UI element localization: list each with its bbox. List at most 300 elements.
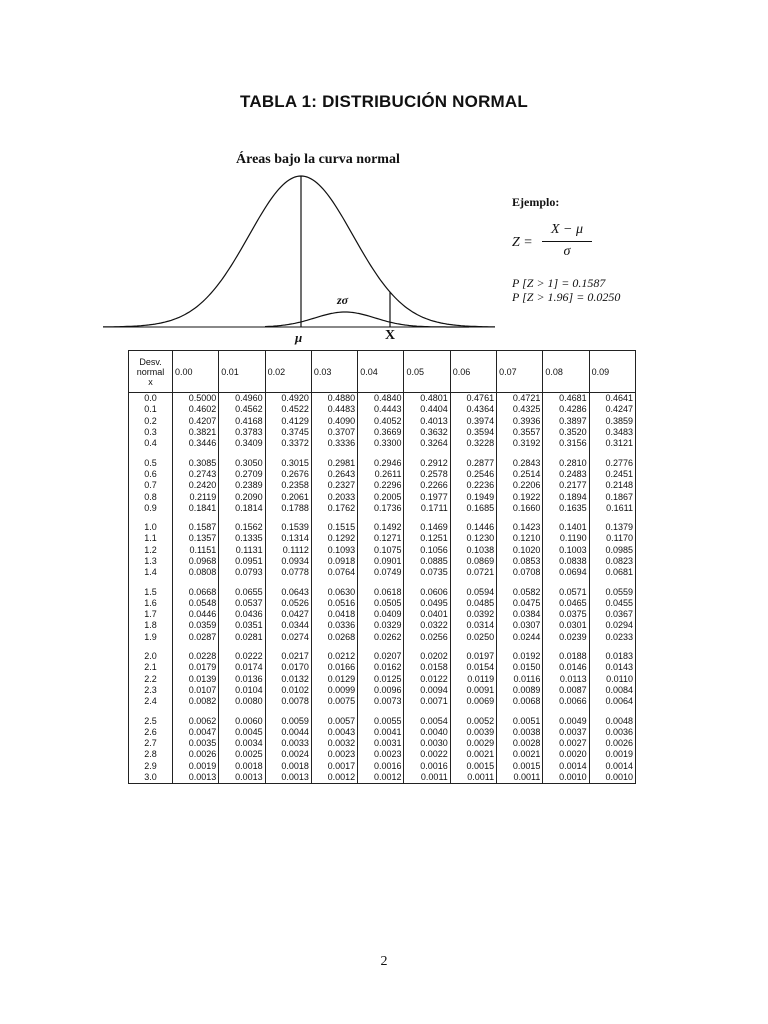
probability-cell: 0.0052 bbox=[450, 715, 496, 726]
probability-cell: 0.2090 bbox=[219, 491, 265, 502]
probability-cell: 0.0559 bbox=[589, 586, 635, 597]
bell-curve bbox=[103, 176, 495, 327]
probability-cell: 0.0094 bbox=[404, 685, 450, 696]
z-value: 2.0 bbox=[129, 651, 173, 662]
probability-cell: 0.2981 bbox=[311, 457, 357, 468]
probability-cell: 0.0571 bbox=[543, 586, 589, 597]
probability-cell: 0.3821 bbox=[173, 427, 219, 438]
z-value: 0.8 bbox=[129, 491, 173, 502]
probability-cell: 0.0582 bbox=[497, 586, 543, 597]
probability-cell: 0.0869 bbox=[450, 556, 496, 567]
probability-cell: 0.4247 bbox=[589, 404, 635, 415]
probability-cell: 0.0027 bbox=[543, 738, 589, 749]
probability-cell: 0.0853 bbox=[497, 556, 543, 567]
probability-cell: 0.0307 bbox=[497, 620, 543, 631]
probability-cell: 0.0301 bbox=[543, 620, 589, 631]
probability-cell: 0.0015 bbox=[450, 761, 496, 772]
probability-cell: 0.0044 bbox=[265, 727, 311, 738]
probability-cell: 0.2546 bbox=[450, 469, 496, 480]
probability-cell: 0.0212 bbox=[311, 651, 357, 662]
x-label: X bbox=[385, 328, 396, 343]
probability-cell: 0.0011 bbox=[404, 772, 450, 784]
probability-cell: 0.2776 bbox=[589, 457, 635, 468]
probability-cell: 0.0012 bbox=[358, 772, 404, 784]
probability-cell: 0.3228 bbox=[450, 438, 496, 449]
probability-cell: 0.2483 bbox=[543, 469, 589, 480]
z-value: 0.0 bbox=[129, 393, 173, 405]
probability-cell: 0.0375 bbox=[543, 609, 589, 620]
probability-cell: 0.4801 bbox=[404, 393, 450, 405]
probability-cell: 0.0885 bbox=[404, 556, 450, 567]
normal-curve-figure bbox=[0, 0, 768, 350]
probability-cell: 0.4681 bbox=[543, 393, 589, 405]
table-row bbox=[129, 662, 636, 673]
probability-cell: 0.3156 bbox=[543, 438, 589, 449]
shaded-area-curve bbox=[265, 312, 469, 327]
z-value: 2.4 bbox=[129, 696, 173, 707]
probability-cell: 0.4052 bbox=[358, 416, 404, 427]
probability-cell: 0.0019 bbox=[173, 761, 219, 772]
probability-cell: 0.0548 bbox=[173, 598, 219, 609]
table-row bbox=[129, 491, 636, 502]
probability-cell: 0.0033 bbox=[265, 738, 311, 749]
probability-cell: 0.4840 bbox=[358, 393, 404, 405]
probability-cell: 0.0418 bbox=[311, 609, 357, 620]
probability-cell: 0.2119 bbox=[173, 491, 219, 502]
probability-cell: 0.0110 bbox=[589, 674, 635, 685]
probability-cell: 0.0036 bbox=[589, 727, 635, 738]
probability-cell: 0.3372 bbox=[265, 438, 311, 449]
probability-cell: 0.0048 bbox=[589, 715, 635, 726]
probability-cell: 0.0107 bbox=[173, 685, 219, 696]
probability-cell: 0.4602 bbox=[173, 404, 219, 415]
probability-cell: 0.1562 bbox=[219, 522, 265, 533]
probability-cell: 0.1251 bbox=[404, 533, 450, 544]
probability-cell: 0.0170 bbox=[265, 662, 311, 673]
probability-cell: 0.1611 bbox=[589, 503, 635, 514]
probability-cell: 0.0045 bbox=[219, 727, 265, 738]
probability-cell: 0.1977 bbox=[404, 491, 450, 502]
probability-cell: 0.0018 bbox=[219, 761, 265, 772]
probability-cell: 0.2266 bbox=[404, 480, 450, 491]
z-value: 1.3 bbox=[129, 556, 173, 567]
probability-cell: 0.0401 bbox=[404, 609, 450, 620]
probability-cell: 0.0314 bbox=[450, 620, 496, 631]
probability-cell: 0.0154 bbox=[450, 662, 496, 673]
probability-cell: 0.2033 bbox=[311, 491, 357, 502]
probability-cell: 0.0020 bbox=[543, 749, 589, 760]
probability-cell: 0.3557 bbox=[497, 427, 543, 438]
page-title: TABLA 1: DISTRIBUCIÓN NORMAL bbox=[240, 92, 528, 111]
probability-cell: 0.0344 bbox=[265, 620, 311, 631]
column-header: 0.00 bbox=[173, 351, 219, 393]
probability-cell: 0.2578 bbox=[404, 469, 450, 480]
probability-cell: 0.4207 bbox=[173, 416, 219, 427]
probability-cell: 0.4960 bbox=[219, 393, 265, 405]
z-value: 0.9 bbox=[129, 503, 173, 514]
probability-cell: 0.0217 bbox=[265, 651, 311, 662]
probability-cell: 0.0630 bbox=[311, 586, 357, 597]
probability-cell: 0.0084 bbox=[589, 685, 635, 696]
probability-cell: 0.0351 bbox=[219, 620, 265, 631]
probability-cell: 0.2061 bbox=[265, 491, 311, 502]
z-value: 1.0 bbox=[129, 522, 173, 533]
probability-cell: 0.1841 bbox=[173, 503, 219, 514]
z-value: 1.8 bbox=[129, 620, 173, 631]
probability-cell: 0.0119 bbox=[450, 674, 496, 685]
probability-cell: 0.0384 bbox=[497, 609, 543, 620]
column-header: 0.05 bbox=[404, 351, 450, 393]
probability-cell: 0.0073 bbox=[358, 696, 404, 707]
probability-cell: 0.4483 bbox=[311, 404, 357, 415]
probability-cell: 0.0336 bbox=[311, 620, 357, 631]
probability-cell: 0.4129 bbox=[265, 416, 311, 427]
table-row bbox=[129, 715, 636, 726]
probability-cell: 0.0918 bbox=[311, 556, 357, 567]
probability-cell: 0.2236 bbox=[450, 480, 496, 491]
probability-cell: 0.0049 bbox=[543, 715, 589, 726]
probability-cell: 0.1685 bbox=[450, 503, 496, 514]
probability-cell: 0.3050 bbox=[219, 457, 265, 468]
z-value: 1.1 bbox=[129, 533, 173, 544]
probability-cell: 0.2451 bbox=[589, 469, 635, 480]
probability-cell: 0.0023 bbox=[358, 749, 404, 760]
probability-cell: 0.0158 bbox=[404, 662, 450, 673]
z-value: 1.7 bbox=[129, 609, 173, 620]
table-row bbox=[129, 522, 636, 533]
probability-cell: 0.1711 bbox=[404, 503, 450, 514]
probability-cell: 0.0047 bbox=[173, 727, 219, 738]
probability-cell: 0.0014 bbox=[589, 761, 635, 772]
probability-cell: 0.3974 bbox=[450, 416, 496, 427]
table-row bbox=[129, 480, 636, 491]
probability-cell: 0.0764 bbox=[311, 567, 357, 578]
group-spacer bbox=[129, 578, 636, 586]
z-value: 0.5 bbox=[129, 457, 173, 468]
probability-cell: 0.0274 bbox=[265, 632, 311, 643]
probability-cell: 0.1423 bbox=[497, 522, 543, 533]
example-box bbox=[512, 195, 620, 304]
probability-cell: 0.1075 bbox=[358, 545, 404, 556]
probability-cell: 0.0051 bbox=[497, 715, 543, 726]
probability-cell: 0.4013 bbox=[404, 416, 450, 427]
table-row bbox=[129, 503, 636, 514]
probability-cell: 0.3594 bbox=[450, 427, 496, 438]
probability-cell: 0.0281 bbox=[219, 632, 265, 643]
corner-label: normal bbox=[136, 366, 165, 377]
probability-cell: 0.3264 bbox=[404, 438, 450, 449]
probability-cell: 0.2296 bbox=[358, 480, 404, 491]
probability-cell: 0.0043 bbox=[311, 727, 357, 738]
probability-cell: 0.0129 bbox=[311, 674, 357, 685]
probability-cell: 0.0256 bbox=[404, 632, 450, 643]
group-spacer bbox=[129, 514, 636, 522]
z-sigma-label: zσ bbox=[337, 293, 349, 307]
probability-cell: 0.0059 bbox=[265, 715, 311, 726]
probability-cell: 0.0446 bbox=[173, 609, 219, 620]
probability-cell: 0.4761 bbox=[450, 393, 496, 405]
probability-cell: 0.0136 bbox=[219, 674, 265, 685]
column-header: 0.07 bbox=[497, 351, 543, 393]
probability-cell: 0.2709 bbox=[219, 469, 265, 480]
probability-cell: 0.0207 bbox=[358, 651, 404, 662]
probability-cell: 0.0025 bbox=[219, 749, 265, 760]
probability-cell: 0.0516 bbox=[311, 598, 357, 609]
corner-label: x bbox=[148, 376, 153, 387]
table-row bbox=[129, 533, 636, 544]
probability-cell: 0.0823 bbox=[589, 556, 635, 567]
probability-cell: 0.0427 bbox=[265, 609, 311, 620]
z-value: 1.2 bbox=[129, 545, 173, 556]
probability-cell: 0.1894 bbox=[543, 491, 589, 502]
probability-cell: 0.1357 bbox=[173, 533, 219, 544]
probability-cell: 0.2810 bbox=[543, 457, 589, 468]
probability-cell: 0.0016 bbox=[404, 761, 450, 772]
table-row bbox=[129, 404, 636, 415]
table-row bbox=[129, 727, 636, 738]
column-header: 0.01 bbox=[219, 351, 265, 393]
probability-cell: 0.0537 bbox=[219, 598, 265, 609]
probability-cell: 0.1335 bbox=[219, 533, 265, 544]
formula-lhs: Z = bbox=[512, 235, 533, 250]
z-value: 1.5 bbox=[129, 586, 173, 597]
probability-cell: 0.0102 bbox=[265, 685, 311, 696]
corner-label: Desv. bbox=[139, 356, 162, 367]
probability-cell: 0.0202 bbox=[404, 651, 450, 662]
probability-cell: 0.3446 bbox=[173, 438, 219, 449]
probability-cell: 0.0082 bbox=[173, 696, 219, 707]
probability-cell: 0.4364 bbox=[450, 404, 496, 415]
probability-cell: 0.0104 bbox=[219, 685, 265, 696]
z-value: 1.4 bbox=[129, 567, 173, 578]
probability-cell: 0.3707 bbox=[311, 427, 357, 438]
z-value: 2.2 bbox=[129, 674, 173, 685]
table-row bbox=[129, 457, 636, 468]
probability-cell: 0.0034 bbox=[219, 738, 265, 749]
probability-cell: 0.0179 bbox=[173, 662, 219, 673]
table-row bbox=[129, 749, 636, 760]
z-value: 2.8 bbox=[129, 749, 173, 760]
probability-cell: 0.4721 bbox=[497, 393, 543, 405]
probability-cell: 0.4880 bbox=[311, 393, 357, 405]
probability-cell: 0.2843 bbox=[497, 457, 543, 468]
probability-cell: 0.1271 bbox=[358, 533, 404, 544]
column-header: 0.08 bbox=[543, 351, 589, 393]
probability-cell: 0.1210 bbox=[497, 533, 543, 544]
z-value: 3.0 bbox=[129, 772, 173, 784]
probability-cell: 0.3300 bbox=[358, 438, 404, 449]
probability-cell: 0.2514 bbox=[497, 469, 543, 480]
table-row bbox=[129, 556, 636, 567]
probability-cell: 0.0055 bbox=[358, 715, 404, 726]
z-value: 0.6 bbox=[129, 469, 173, 480]
table-row bbox=[129, 738, 636, 749]
probability-cell: 0.2148 bbox=[589, 480, 635, 491]
mu-label: μ bbox=[295, 330, 303, 345]
probability-cell: 0.1003 bbox=[543, 545, 589, 556]
probability-cell: 0.0708 bbox=[497, 567, 543, 578]
probability-cell: 0.0028 bbox=[497, 738, 543, 749]
probability-cell: 0.0244 bbox=[497, 632, 543, 643]
probability-cell: 0.1539 bbox=[265, 522, 311, 533]
probability-cell: 0.1492 bbox=[358, 522, 404, 533]
column-header: 0.04 bbox=[358, 351, 404, 393]
table-row bbox=[129, 567, 636, 578]
probability-cell: 0.0901 bbox=[358, 556, 404, 567]
probability-cell: 0.0080 bbox=[219, 696, 265, 707]
probability-cell: 0.0808 bbox=[173, 567, 219, 578]
table-row bbox=[129, 586, 636, 597]
probability-cell: 0.5000 bbox=[173, 393, 219, 405]
group-spacer bbox=[129, 707, 636, 715]
probability-cell: 0.0146 bbox=[543, 662, 589, 673]
table-row bbox=[129, 674, 636, 685]
probability-cell: 0.1038 bbox=[450, 545, 496, 556]
probability-cell: 0.1112 bbox=[265, 545, 311, 556]
probability-cell: 0.0029 bbox=[450, 738, 496, 749]
header-corner bbox=[129, 351, 173, 393]
probability-cell: 0.1515 bbox=[311, 522, 357, 533]
probability-cell: 0.0643 bbox=[265, 586, 311, 597]
probability-cell: 0.0071 bbox=[404, 696, 450, 707]
probability-cell: 0.0150 bbox=[497, 662, 543, 673]
probability-cell: 0.0066 bbox=[543, 696, 589, 707]
table-row bbox=[129, 772, 636, 784]
table-row bbox=[129, 609, 636, 620]
probability-cell: 0.0041 bbox=[358, 727, 404, 738]
probability-cell: 0.2877 bbox=[450, 457, 496, 468]
probability-cell: 0.0132 bbox=[265, 674, 311, 685]
probability-cell: 0.1170 bbox=[589, 533, 635, 544]
probability-cell: 0.4404 bbox=[404, 404, 450, 415]
example-title: Ejemplo: bbox=[512, 195, 560, 209]
z-value: 0.4 bbox=[129, 438, 173, 449]
probability-cell: 0.3192 bbox=[497, 438, 543, 449]
probability-cell: 0.0139 bbox=[173, 674, 219, 685]
probability-cell: 0.0010 bbox=[589, 772, 635, 784]
table-row bbox=[129, 393, 636, 405]
probability-cell: 0.1635 bbox=[543, 503, 589, 514]
group-spacer bbox=[129, 643, 636, 651]
z-value: 0.3 bbox=[129, 427, 173, 438]
probability-cell: 0.0495 bbox=[404, 598, 450, 609]
table-row bbox=[129, 469, 636, 480]
probability-cell: 0.0010 bbox=[543, 772, 589, 784]
probability-cell: 0.0069 bbox=[450, 696, 496, 707]
probability-cell: 0.0016 bbox=[358, 761, 404, 772]
probability-cell: 0.1922 bbox=[497, 491, 543, 502]
probability-cell: 0.1151 bbox=[173, 545, 219, 556]
probability-cell: 0.2912 bbox=[404, 457, 450, 468]
probability-cell: 0.0026 bbox=[173, 749, 219, 760]
probability-cell: 0.0322 bbox=[404, 620, 450, 631]
probability-cell: 0.0024 bbox=[265, 749, 311, 760]
probability-cell: 0.4286 bbox=[543, 404, 589, 415]
probability-cell: 0.3745 bbox=[265, 427, 311, 438]
probability-cell: 0.0096 bbox=[358, 685, 404, 696]
z-value: 2.5 bbox=[129, 715, 173, 726]
probability-cell: 0.4443 bbox=[358, 404, 404, 415]
probability-cell: 0.0011 bbox=[497, 772, 543, 784]
probability-cell: 0.0505 bbox=[358, 598, 404, 609]
probability-cell: 0.0188 bbox=[543, 651, 589, 662]
probability-cell: 0.0197 bbox=[450, 651, 496, 662]
probability-cell: 0.2327 bbox=[311, 480, 357, 491]
probability-cell: 0.0465 bbox=[543, 598, 589, 609]
probability-cell: 0.0262 bbox=[358, 632, 404, 643]
z-value: 2.9 bbox=[129, 761, 173, 772]
probability-cell: 0.0021 bbox=[497, 749, 543, 760]
z-value: 0.2 bbox=[129, 416, 173, 427]
probability-cell: 0.0122 bbox=[404, 674, 450, 685]
probability-cell: 0.0013 bbox=[219, 772, 265, 784]
probability-cell: 0.0668 bbox=[173, 586, 219, 597]
probability-cell: 0.3632 bbox=[404, 427, 450, 438]
probability-cell: 0.1788 bbox=[265, 503, 311, 514]
table-row bbox=[129, 632, 636, 643]
probability-cell: 0.0239 bbox=[543, 632, 589, 643]
probability-cell: 0.0409 bbox=[358, 609, 404, 620]
probability-cell: 0.2676 bbox=[265, 469, 311, 480]
probability-cell: 0.0023 bbox=[311, 749, 357, 760]
table-header-row bbox=[129, 351, 636, 393]
z-value: 2.1 bbox=[129, 662, 173, 673]
probability-cell: 0.0367 bbox=[589, 609, 635, 620]
probability-cell: 0.0143 bbox=[589, 662, 635, 673]
probability-cell: 0.0192 bbox=[497, 651, 543, 662]
probability-cell: 0.0526 bbox=[265, 598, 311, 609]
probability-cell: 0.4562 bbox=[219, 404, 265, 415]
table-row bbox=[129, 761, 636, 772]
probability-cell: 0.2177 bbox=[543, 480, 589, 491]
table-row bbox=[129, 651, 636, 662]
probability-cell: 0.0694 bbox=[543, 567, 589, 578]
probability-cell: 0.0268 bbox=[311, 632, 357, 643]
formula-denominator: σ bbox=[563, 244, 571, 259]
probability-cell: 0.0031 bbox=[358, 738, 404, 749]
probability-cell: 0.0436 bbox=[219, 609, 265, 620]
probability-cell: 0.0078 bbox=[265, 696, 311, 707]
probability-cell: 0.0089 bbox=[497, 685, 543, 696]
probability-cell: 0.1762 bbox=[311, 503, 357, 514]
z-value: 0.7 bbox=[129, 480, 173, 491]
probability-cell: 0.1814 bbox=[219, 503, 265, 514]
probability-cell: 0.0019 bbox=[589, 749, 635, 760]
probability-cell: 0.0037 bbox=[543, 727, 589, 738]
example-line-2: P [Z > 1.96] = 0.0250 bbox=[512, 290, 621, 304]
probability-cell: 0.0287 bbox=[173, 632, 219, 643]
probability-cell: 0.0022 bbox=[404, 749, 450, 760]
probability-cell: 0.0091 bbox=[450, 685, 496, 696]
probability-cell: 0.0011 bbox=[450, 772, 496, 784]
probability-cell: 0.4168 bbox=[219, 416, 265, 427]
probability-cell: 0.2206 bbox=[497, 480, 543, 491]
probability-cell: 0.0618 bbox=[358, 586, 404, 597]
probability-cell: 0.2643 bbox=[311, 469, 357, 480]
probability-cell: 0.0485 bbox=[450, 598, 496, 609]
probability-cell: 0.0014 bbox=[543, 761, 589, 772]
probability-cell: 0.0054 bbox=[404, 715, 450, 726]
probability-cell: 0.4641 bbox=[589, 393, 635, 405]
table-row bbox=[129, 416, 636, 427]
probability-cell: 0.0721 bbox=[450, 567, 496, 578]
probability-cell: 0.1587 bbox=[173, 522, 219, 533]
probability-cell: 0.0359 bbox=[173, 620, 219, 631]
probability-cell: 0.0017 bbox=[311, 761, 357, 772]
probability-cell: 0.1660 bbox=[497, 503, 543, 514]
probability-cell: 0.1093 bbox=[311, 545, 357, 556]
probability-cell: 0.2420 bbox=[173, 480, 219, 491]
